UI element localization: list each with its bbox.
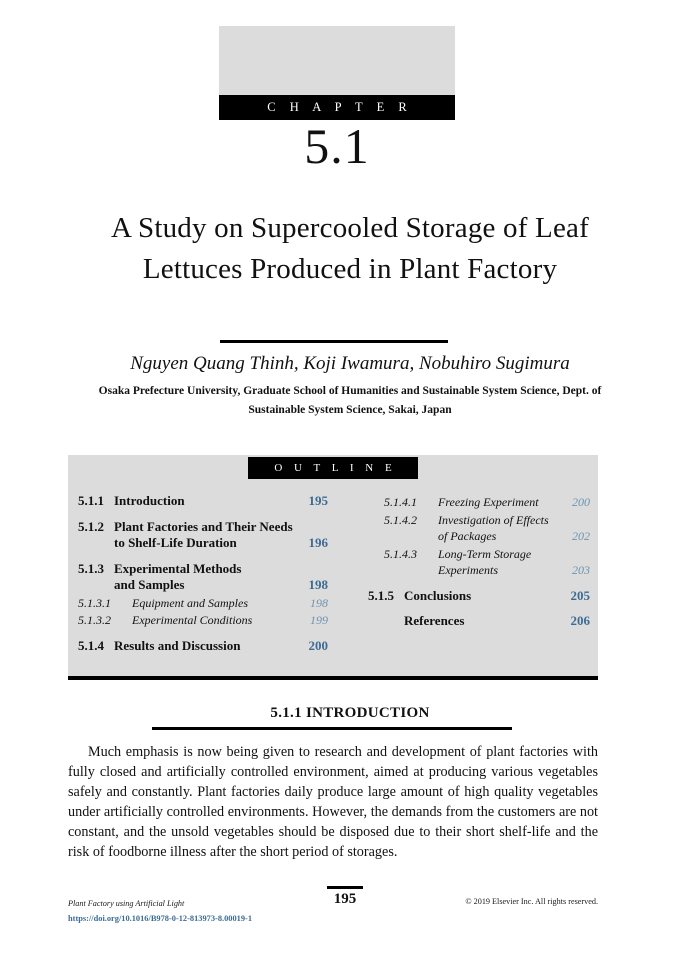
outline-entry[interactable]	[368, 512, 590, 529]
outline-entry-number: 5.1.4.3	[384, 546, 417, 561]
footer-copyright: © 2019 Elsevier Inc. All rights reserved.	[465, 897, 598, 906]
footer-page-number: 195	[333, 890, 357, 907]
footer-page-number-rule	[327, 886, 363, 889]
outline-entry-page: 199	[310, 613, 328, 627]
outline-entry-label: Conclusions	[404, 587, 472, 603]
outline-entry-number: 5.1.3.2	[78, 613, 111, 627]
section-body-paragraph: Much emphasis is now being given to research and development of plant factories with fully closed and artificially controlled environment, aimed at producing various vegetables safely and constantly. Plant factories daily produce large amount of high quality vegetables under artificially controlled environments. However, the demands from the customers are not constant, and the unsold vegetables should be disposed due to their short shelf-life and the risk of foodborne illness after the short period of storages.	[68, 744, 598, 860]
outline-entry-label: Freezing Experiment	[438, 495, 539, 509]
author-list: Nguyen Quang Thinh, Koji Iwamura, Nobuhiro Sugimura	[130, 353, 570, 374]
outline-entry-page: 203	[572, 563, 590, 577]
outline-column-right	[368, 493, 590, 630]
outline-entry-continuation[interactable]	[368, 528, 590, 545]
outline-column-left	[78, 493, 328, 654]
outline-entry-label: Results and Discussion	[114, 637, 241, 653]
outline-entry-page: 200	[572, 495, 590, 509]
chapter-number: 5.1	[304, 118, 370, 174]
footer-doi-link[interactable]: https://doi.org/10.1016/B978-0-12-813973-8.00019-1	[68, 914, 253, 923]
outline-entry-number: 5.1.3.1	[78, 595, 111, 610]
outline-entry-continuation[interactable]	[368, 562, 590, 579]
outline-entry-label: Investigation of Effects	[438, 512, 549, 527]
section-divider	[152, 727, 512, 730]
footer-book-title: Plant Factory using Artificial Light	[68, 899, 185, 908]
outline-entry-label: Experimental Methods	[114, 560, 242, 576]
outline-entry[interactable]	[78, 638, 328, 655]
outline-entry-label-continued: and Samples	[114, 577, 185, 592]
chapter-label-bar: C H A P T E R	[219, 95, 455, 120]
outline-entry[interactable]	[78, 612, 328, 629]
outline-entry-number: 5.1.5	[368, 587, 394, 603]
outline-entry[interactable]	[368, 546, 590, 563]
page-title: A Study on Supercooled Storage of Leaf Lettuces Produced in Plant Factory	[111, 212, 589, 285]
outline-entry-number: 5.1.4.1	[384, 495, 417, 509]
affiliation-text: Osaka Prefecture University, Graduate School of Humanities and Sustainable System Science, Dept. of Sustainable System Science, Sakai, Japan	[98, 385, 602, 416]
outline-entry[interactable]	[368, 588, 590, 605]
outline-entry-page: 198	[308, 577, 328, 592]
chapter-header-block	[219, 26, 455, 120]
outline-entry-page: 206	[570, 613, 590, 628]
outline-entry-number: 5.1.1	[78, 493, 104, 508]
outline-entry[interactable]	[368, 613, 590, 630]
outline-entry-page: 196	[308, 535, 328, 550]
outline-entry-page: 202	[572, 529, 590, 543]
outline-entry-page: 198	[310, 595, 328, 610]
outline-entry-number: 5.1.4.2	[384, 512, 417, 527]
outline-entry-number: 5.1.2	[78, 518, 104, 534]
outline-banner-label: O U T L I N E	[248, 457, 418, 479]
outline-entry[interactable]	[78, 595, 328, 612]
outline-entry-number: 5.1.4	[78, 637, 104, 653]
section-heading: 5.1.1 INTRODUCTION	[270, 705, 430, 721]
outline-entry[interactable]	[78, 519, 328, 536]
outline-entry[interactable]	[78, 561, 328, 578]
outline-entry-page: 205	[570, 587, 590, 603]
outline-entry[interactable]	[368, 494, 590, 511]
outline-entry-label: Long-Term Storage	[438, 546, 532, 561]
outline-entry-label: Equipment and Samples	[132, 595, 248, 610]
outline-entry-label: Plant Factories and Their Needs	[114, 518, 293, 534]
outline-entry-label-continued: Experiments	[438, 563, 498, 577]
outline-entry-label: References	[404, 613, 465, 628]
outline-entry-label: Experimental Conditions	[132, 613, 253, 627]
chapter-gray-panel	[219, 26, 455, 95]
outline-entry-page: 200	[308, 637, 328, 653]
title-divider	[220, 340, 448, 343]
outline-entry-page: 195	[308, 493, 328, 508]
outline-entry[interactable]	[78, 493, 328, 510]
outline-entry-label-continued: to Shelf-Life Duration	[114, 535, 237, 550]
outline-entry-number: 5.1.3	[78, 560, 104, 576]
outline-entry-label: Introduction	[114, 493, 185, 508]
footer-left-block	[68, 897, 328, 926]
outline-entry-continuation[interactable]	[78, 577, 328, 594]
outline-entry-label-continued: of Packages	[438, 529, 497, 543]
outline-entry-continuation[interactable]	[78, 535, 328, 552]
